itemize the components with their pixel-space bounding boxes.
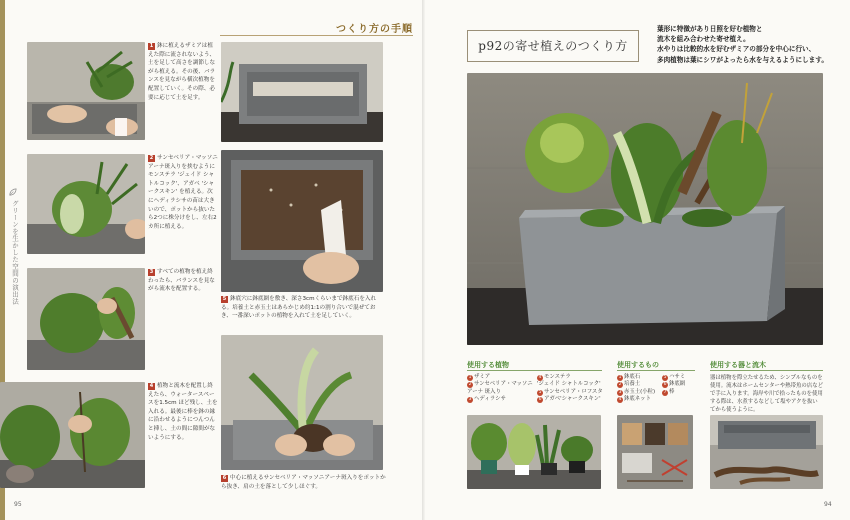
step-5-text: 5 鉢底穴に鉢底網を敷き、深さ3cmくらいまで鉢底石を入れる。培養土と赤玉土はあらかじめ約1:1の割り合いで混ぜておき、一番深いポットの植物を入れて土を足していく。 (221, 296, 377, 320)
leaf-icon (8, 188, 17, 197)
materials-rule (617, 370, 695, 371)
step-2-photo (27, 154, 145, 254)
list-item: 2 培養土 (618, 381, 641, 388)
materials-list-col2 (662, 374, 702, 396)
lead-text: 葉形に特徴があり日照を好む植物と 流木を組み合わせた寄せ植え。 水やりは比較的水を好むザミアの部分を中心に行い、 多肉植物は葉にシワがよったら水を与えるようにします。 (657, 25, 828, 64)
materials-heading: 使用するもの (617, 361, 659, 369)
step-1-photo (27, 42, 145, 140)
step-3-photo (27, 268, 145, 370)
step-4-photo (0, 382, 145, 488)
step-4-text: 4 植物と流木を配置し終えたら、ウォータースペースを1.5cm ほど残し、土を入れる。最後に棒を鉢の縁に沿わせるようにつんつんと挿し、土の間に隙間がないようにする。 (148, 383, 218, 441)
step-2-text: 2 サンセベリア・マッソニアーナ斑入りを挟むようにモンステラ 'ジェイド シャトルコック'、アガベ 'シャークスキン' を植える。次にヘディラシサの苗は大きいので、ポットから抜いたら2つに株分けをし、左右2カ所に植える。 (148, 155, 218, 230)
chapter-vertical-label: グリーンを生かした空間の演出法 (11, 200, 19, 305)
plants-heading: 使用する植物 (467, 361, 509, 369)
container-heading: 使用する器と流木 (710, 361, 766, 369)
list-item: 5 ハサミ (663, 374, 686, 380)
step-1-text: 1 鉢に植えるザミアは植えた際に流されないよう、土を足して高さを調節しながら植える。その後、バランスを見ながら横次植物を配置していく。その際、必要に応じて土を足す。 (148, 43, 216, 101)
step-3-text: 3 すべての植物を植え終わったら、バランスを見ながら流木を配置する。 (148, 269, 215, 293)
step-6-text: 6 中心に植えるサンセベリア・マッソニアーナ斑入りをポットから抜き、肩の土を落として少しほぐす。 (221, 475, 386, 490)
section-title: つくり方の手順 (336, 24, 413, 35)
list-item: 5 サンセベリア・ロフスタ (538, 388, 603, 395)
section-rule (220, 35, 413, 36)
list-item: 'ジェイド シャトルコック' (537, 381, 601, 388)
step-5b-photo (221, 150, 383, 292)
step-5-photo (221, 42, 383, 142)
container-rule (710, 370, 823, 371)
hero-arrangement-photo (467, 73, 823, 345)
list-item: 3 赤玉土(小粒) (618, 388, 656, 395)
step-6-photo (221, 335, 383, 470)
plants-list-col2 (537, 374, 607, 403)
list-item: 3 ヘディラシサ (468, 395, 506, 402)
container-text: 器は植物を際立たせるため、シンプルなものを使用。流木はホームセンターや熱帯魚の店などで手に入ります。海岸や川で拾ったものを使用する際は、水煮するなどして塩やアクを抜いてから使うように。 (710, 375, 823, 413)
step-number: 1 (149, 43, 154, 49)
list-item: 6 鉢底網 (663, 381, 686, 388)
list-item: 1 ザミア (468, 374, 491, 380)
materials-photo (617, 415, 693, 489)
list-item: 1 鉢底石 (618, 374, 641, 380)
container-photo (710, 415, 823, 489)
materials-list-col1 (617, 374, 659, 403)
list-item: 7 棒 (663, 388, 675, 395)
page-number-left: 95 (14, 501, 22, 508)
list-item: 4 モンステラ (538, 374, 571, 380)
list-item: 2 サンセベリア・マッソニアーナ 斑入り (467, 381, 533, 395)
list-item: 4 鉢底ネット (618, 395, 651, 402)
plants-list-col1 (467, 374, 535, 403)
list-item: 6 アガベ'シャークスキン' (538, 395, 601, 402)
plants-photo (467, 415, 601, 489)
page-number-right: 94 (824, 501, 832, 508)
plants-rule (467, 370, 602, 371)
article-title: p92の寄せ植えのつくり方 (467, 30, 639, 62)
